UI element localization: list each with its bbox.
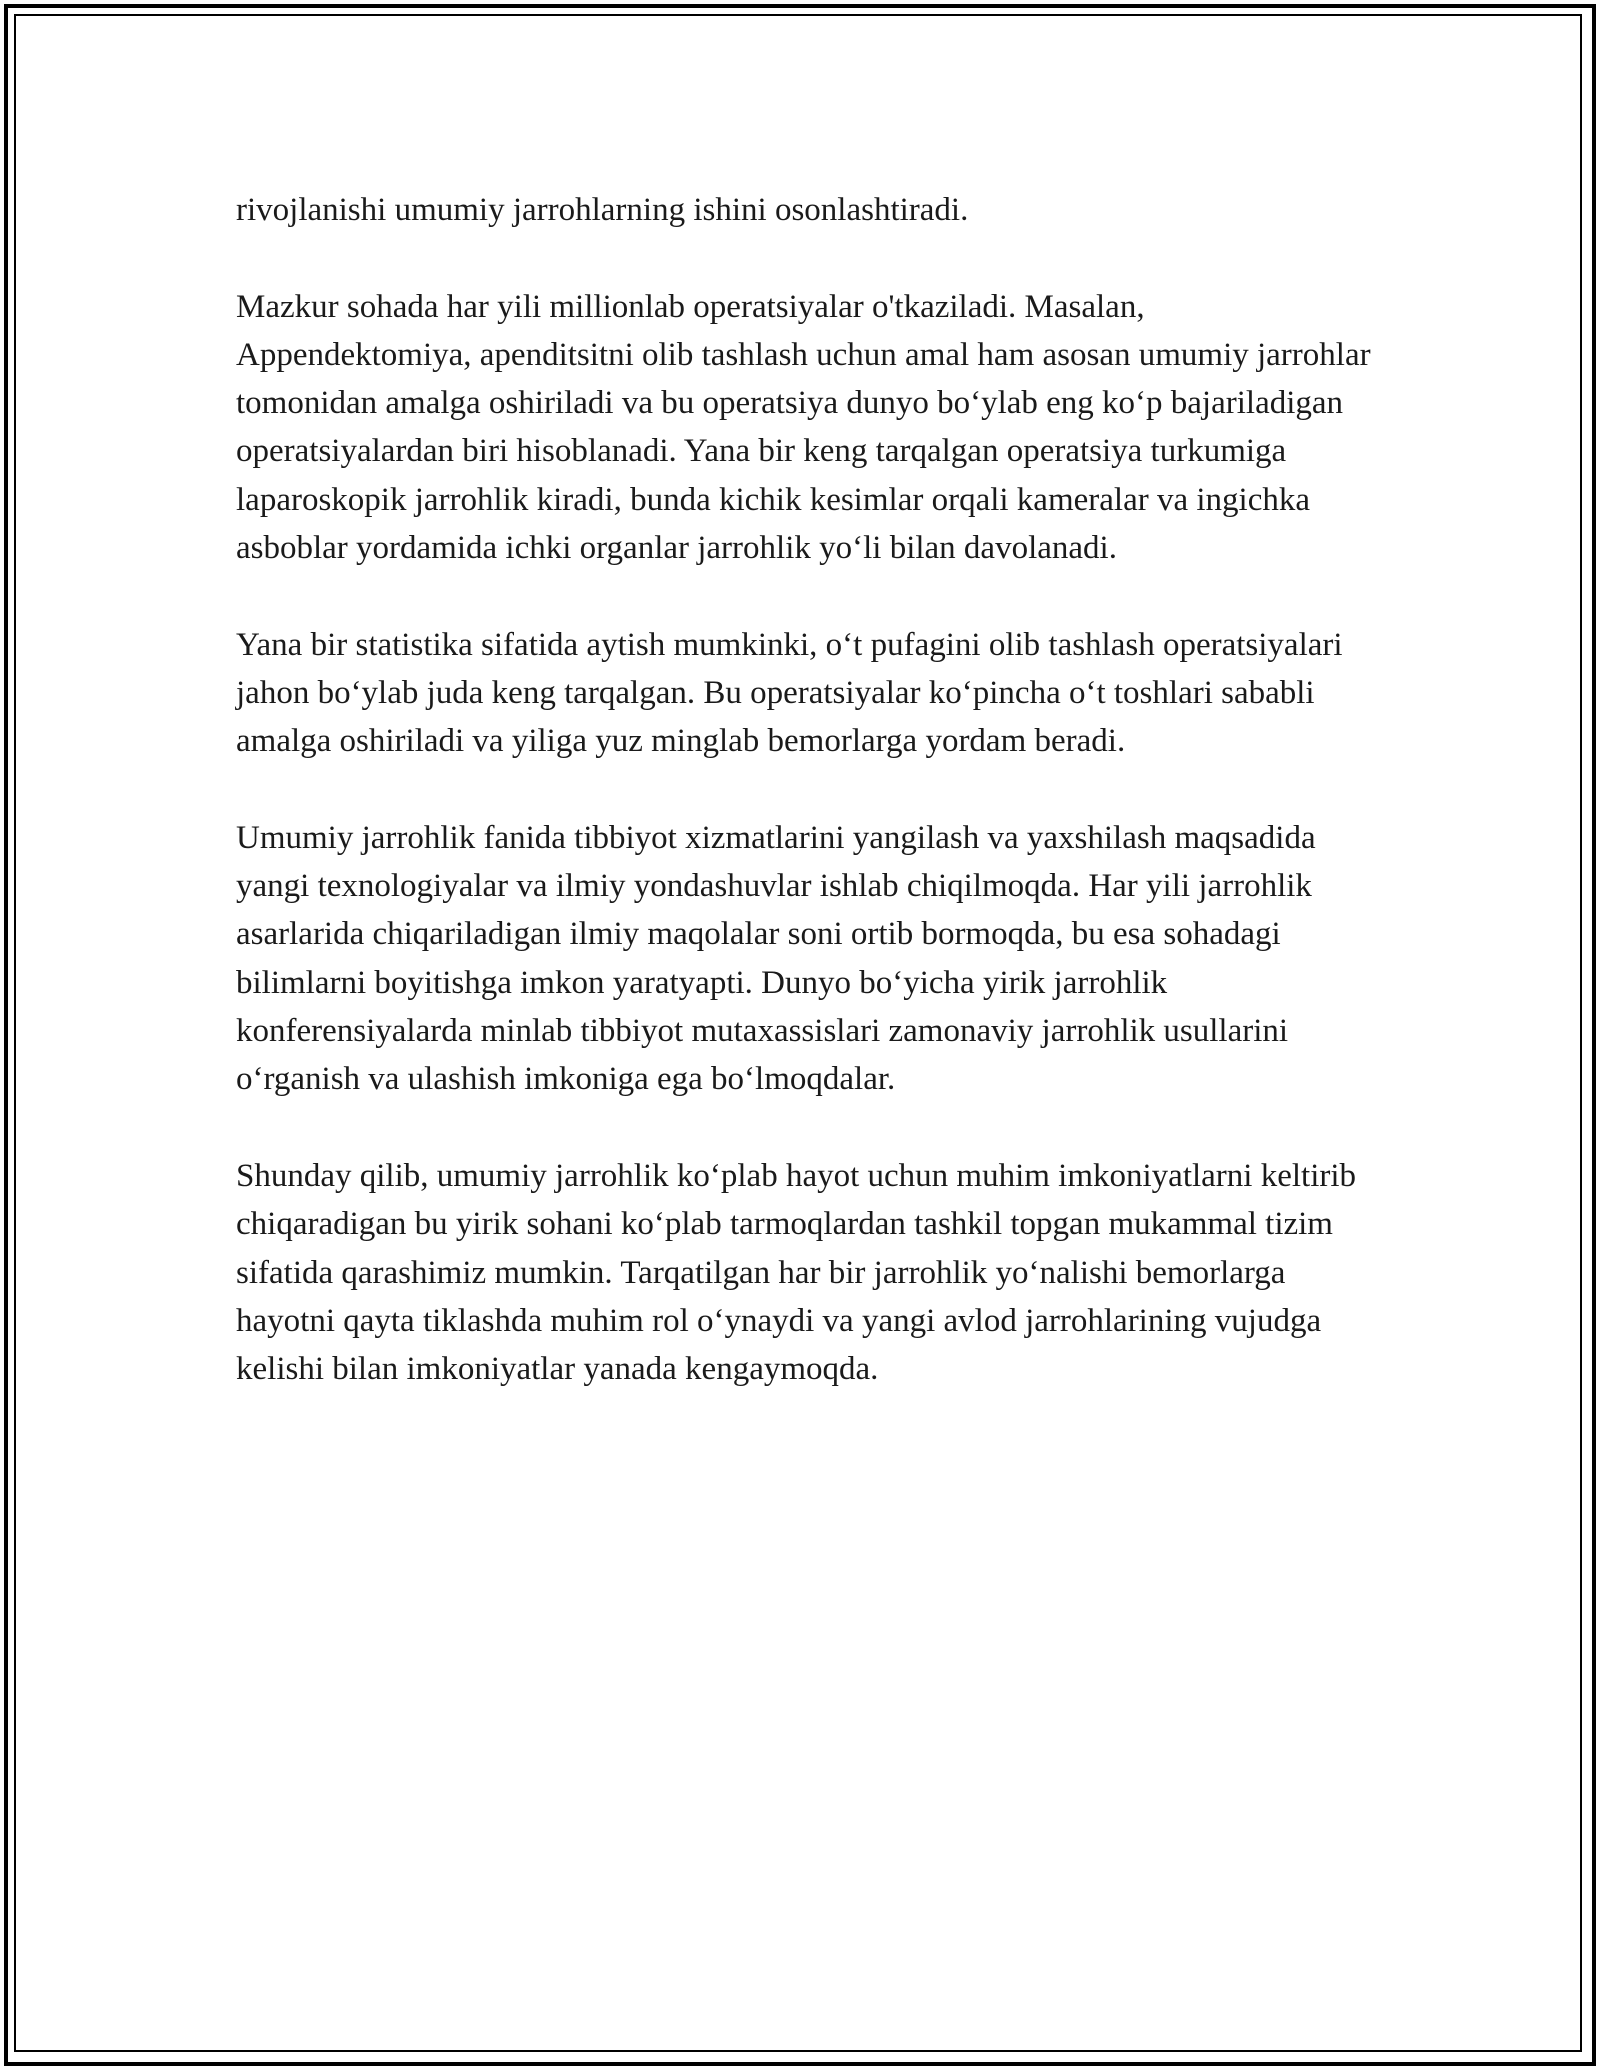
paragraph-3: Yana bir statistika sifatida aytish mumkinki, o‘t pufagini olib tashlash operatsiyalari jahon bo‘ylab juda keng tarqalgan. Bu operatsiyalar ko‘pincha o‘t toshlari sababli amalga oshiriladi va yiliga yuz minglab bemorlarga yordam beradi. [236, 626, 1343, 760]
paragraph-2: Mazkur sohada har yili millionlab operatsiyalar o'tkaziladi. Masalan, Appendektomiya, apenditsitni olib tashlash uchun amal ham asosan umumiy jarrohlar tomonidan amalga oshiriladi va bu operatsiya dunyo bo‘ylab eng ko‘p bajariladigan operatsiyalardan biri hisoblanadi. Yana bir keng tarqalgan operatsiya turkumiga laparoskopik jarrohlik kiradi, bunda kichik kesimlar orqali kameralar va ingichka asboblar yordamida ichki organlar jarrohlik yo‘li bilan davolanadi. [236, 288, 1371, 567]
paragraph-5: Shunday qilib, umumiy jarrohlik ko‘plab hayot uchun muhim imkoniyatlarni keltirib chiqaradigan bu yirik sohani ko‘plab tarmoqlardan tashkil topgan mukammal tizim sifatida qarashimiz mumkin. Tarqatilgan har bir jarrohlik yo‘nalishi bemorlarga hayotni qayta tiklashda muhim rol o‘ynaydi va yangi avlod jarrohlarining vujudga kelishi bilan imkoniyatlar yanada kengaymoqda. [236, 1157, 1357, 1388]
paragraph-1: rivojlanishi umumiy jarrohlarning ishini osonlashtiradi. [236, 192, 969, 228]
paragraph-4: Umumiy jarrohlik fanida tibbiyot xizmatlarini yangilash va yaxshilash maqsadida yangi texnologiyalar va ilmiy yondashuvlar ishlab chiqilmoqda. Har yili jarrohlik asarlarida chiqariladigan ilmiy maqolalar soni ortib bormoqda, bu esa sohadagi bilimlarni boyitishga imkon yaratyapti. Dunyo bo‘yicha yirik jarrohlik konferensiyalarda minlab tibbiyot mutaxassislari zamonaviy jarrohlik usullarini o‘rganish va ulashish imkoniga ega bo‘lmoqdalar. [236, 819, 1316, 1098]
document-body [236, 186, 1386, 1393]
